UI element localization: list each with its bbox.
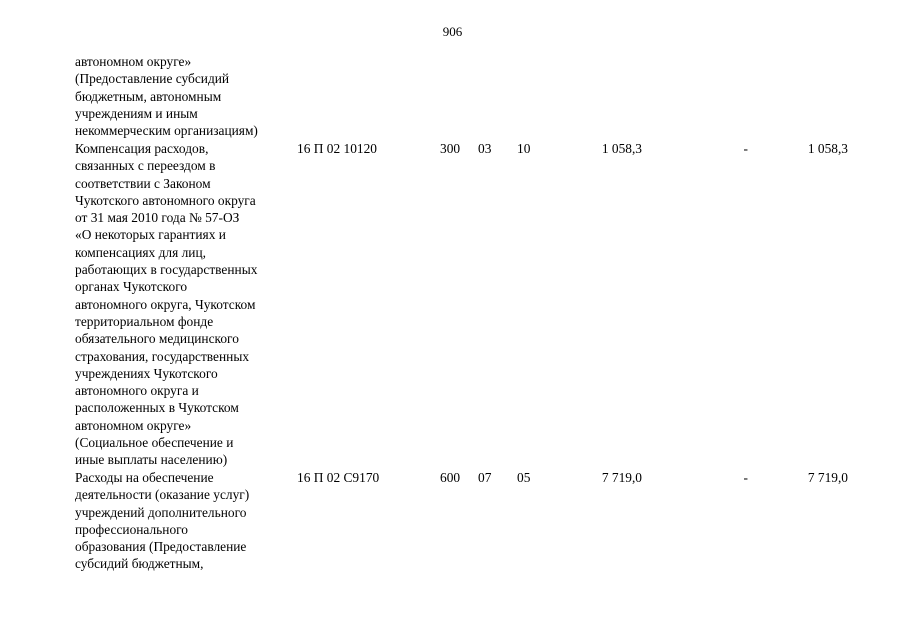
row-amount-total: 1 058,3 <box>601 141 642 156</box>
row-name-line: расположенных в Чукотском <box>75 400 239 416</box>
row-name-line: компенсациях для лиц, <box>75 244 206 260</box>
row-name-line: деятельности (оказание услуг) <box>75 487 250 503</box>
row-section: 03 <box>478 141 492 156</box>
row-amount-regional: 1 058,3 <box>807 141 848 156</box>
row-name-line: образования (Предоставление <box>75 539 247 555</box>
row-amount-federal: - <box>743 141 748 156</box>
row-name-line: Расходы на обеспечение <box>75 470 214 485</box>
row-amount-federal: - <box>743 470 748 485</box>
row-name-line: обязательного медицинского <box>75 331 239 347</box>
row-code: 16 П 02 С9170 <box>297 470 380 485</box>
page-number: 906 <box>442 24 463 39</box>
row-subsection: 10 <box>517 141 531 156</box>
row-name-line: учреждениям и иным <box>75 105 198 121</box>
row-expense-type: 300 <box>440 141 461 156</box>
row-name-line: (Предоставление субсидий <box>75 71 230 87</box>
row-expense-type: 600 <box>440 470 461 485</box>
row-name-line: иные выплаты населению) <box>75 452 228 468</box>
row-subsection: 05 <box>517 470 531 485</box>
row-name-line: некоммерческим организациям) <box>75 123 258 139</box>
row-name-line: учреждениях Чукотского <box>75 365 218 381</box>
row-name <box>75 53 290 139</box>
row-name-line: автономном округе» <box>75 54 192 69</box>
row-name-line: соответствии с Законом <box>75 175 211 191</box>
row-name-line: учреждений дополнительного <box>75 504 247 520</box>
row-name-line: автономного округа и <box>75 383 199 399</box>
row-name-line: субсидий бюджетным, <box>75 556 204 572</box>
row-name-line: «О некоторых гарантиях и <box>75 227 226 243</box>
row-name-line: связанных с переездом в <box>75 158 216 174</box>
row-amount-regional: 7 719,0 <box>807 470 848 485</box>
row-code: 16 П 02 10120 <box>297 141 377 156</box>
row-name-line: автономного округа, Чукотском <box>75 296 256 312</box>
row-section: 07 <box>478 470 492 485</box>
row-amount-total: 7 719,0 <box>601 470 642 485</box>
row-name-line: территориальном фонде <box>75 313 214 329</box>
row-name-line: (Социальное обеспечение и <box>75 435 234 451</box>
row-name-line: профессионального <box>75 521 188 537</box>
row-name-line: от 31 мая 2010 года № 57-ОЗ <box>75 210 240 226</box>
row-name-line: страхования, государственных <box>75 348 250 364</box>
row-name-line: работающих в государственных <box>75 262 258 278</box>
row-name-line: органах Чукотского <box>75 279 188 295</box>
row-name-line: бюджетным, автономным <box>75 88 222 104</box>
row-name-line: автономном округе» <box>75 417 192 433</box>
row-name <box>75 140 290 469</box>
row-name-line: Компенсация расходов, <box>75 141 209 156</box>
row-name-line: Чукотского автономного округа <box>75 192 256 208</box>
row-name <box>75 469 290 573</box>
